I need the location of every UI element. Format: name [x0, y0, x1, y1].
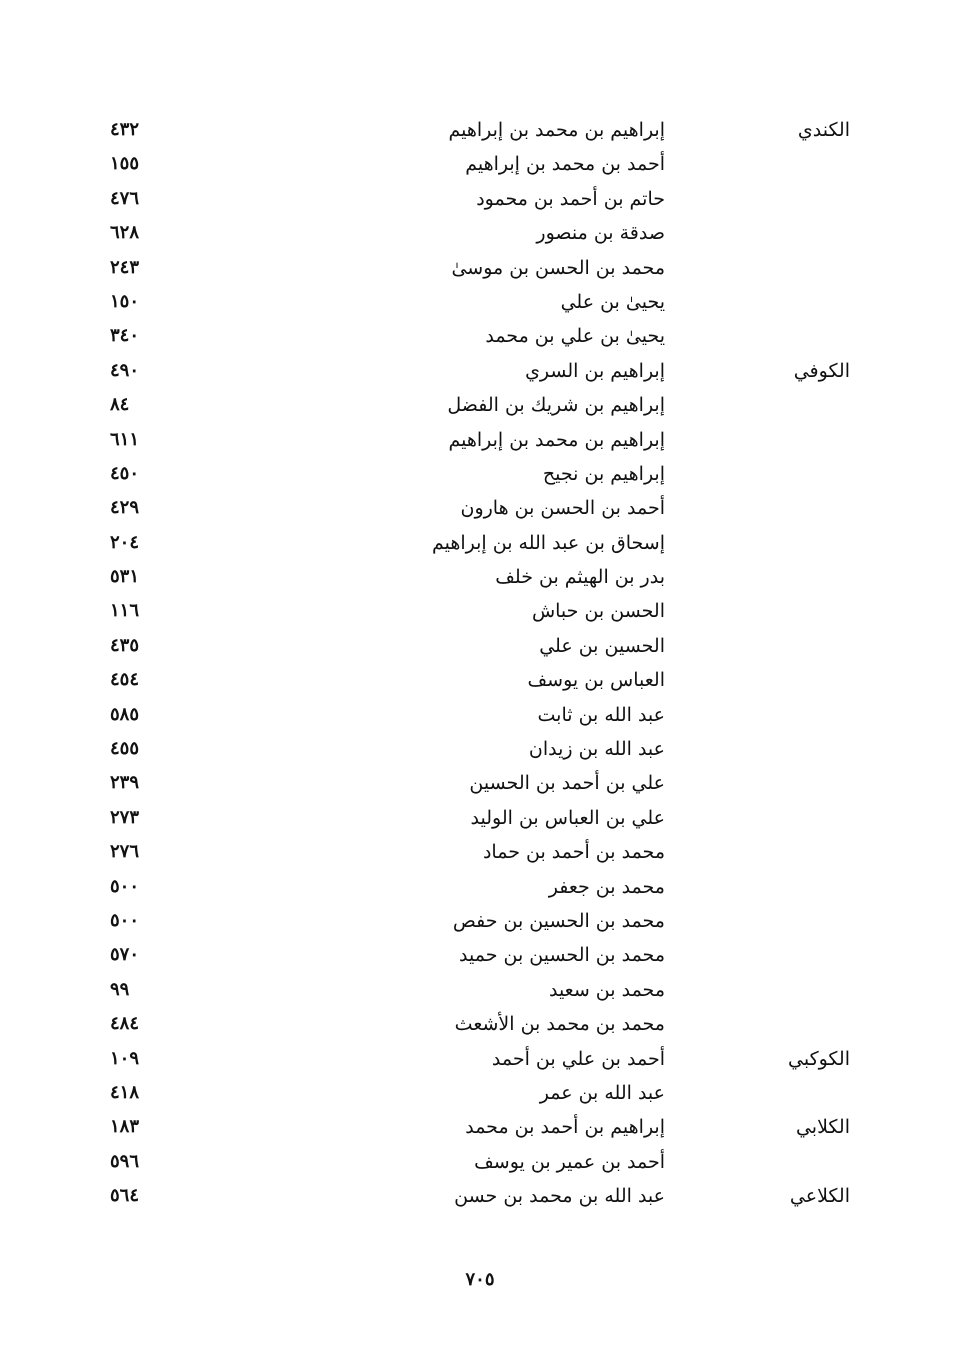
index-row — [100, 1145, 860, 1179]
page-reference: ٤٣٢ — [110, 119, 140, 140]
nisba-heading — [710, 1076, 850, 1110]
page-reference: ٢٠٤ — [110, 531, 140, 553]
page-reference: ٢٧٣ — [110, 806, 140, 828]
nisba-heading — [710, 423, 850, 457]
page-reference: ٤٧٦ — [110, 187, 140, 209]
person-name: محمد بن محمد بن الأشعث — [454, 1013, 665, 1036]
page-reference: ٤٥٥ — [110, 738, 140, 760]
person-name: يحيىٰ بن علي بن محمد — [485, 325, 665, 348]
nisba-heading — [710, 594, 850, 628]
index-row — [100, 147, 860, 181]
nisba-heading — [710, 526, 850, 560]
index-row — [100, 354, 860, 388]
page-reference: ١٠٩ — [110, 1047, 140, 1069]
person-name: إبراهيم بن السري — [525, 359, 665, 382]
index-row — [100, 594, 860, 628]
nisba-heading — [710, 147, 850, 181]
page-reference: ٣٤٠ — [110, 325, 140, 347]
nisba-heading — [710, 1145, 850, 1179]
person-name: بدر بن الهيثم بن خلف — [495, 566, 665, 589]
index-row — [100, 560, 860, 594]
index-row — [100, 663, 860, 697]
page-reference: ٤٢٩ — [110, 497, 140, 519]
index-row — [100, 1110, 860, 1144]
index-row — [100, 1076, 860, 1110]
nisba-heading — [710, 835, 850, 869]
person-name: محمد بن سعيد — [548, 978, 665, 1001]
person-name: أحمد بن علي بن أحمد — [491, 1047, 665, 1070]
index-row — [100, 973, 860, 1007]
person-name: إبراهيم بن محمد بن إبراهيم — [448, 119, 665, 141]
person-name: إبراهيم بن شريك بن الفضل — [447, 394, 665, 417]
page-reference: ٨٤ — [110, 394, 130, 416]
nisba-heading — [710, 560, 850, 594]
person-name: إسحاق بن عبد الله بن إبراهيم — [431, 531, 665, 554]
nisba-heading: الكوفي — [793, 359, 850, 382]
nisba-heading — [710, 732, 850, 766]
person-name: محمد بن الحسين بن حفص — [452, 909, 665, 932]
page-reference: ٥٨٥ — [110, 703, 140, 725]
person-name: عبد الله بن محمد بن حسن — [454, 1185, 665, 1208]
person-name: أحمد بن عمير بن يوسف — [474, 1150, 665, 1173]
index-row — [100, 251, 860, 285]
person-name: أحمد بن الحسن بن هارون — [460, 497, 665, 520]
person-name: أحمد بن محمد بن إبراهيم — [465, 153, 665, 176]
person-name: عبد الله بن ثابت — [537, 703, 665, 726]
nisba-heading — [710, 698, 850, 732]
person-name: محمد بن جعفر — [548, 875, 665, 898]
person-name: الحسن بن حباش — [531, 600, 665, 623]
nisba-heading — [710, 629, 850, 663]
page-reference: ٤٣٥ — [110, 634, 140, 656]
person-name: الحسين بن علي — [539, 634, 665, 657]
nisba-heading — [710, 801, 850, 835]
nisba-heading — [710, 182, 850, 216]
index-row — [100, 423, 860, 457]
index-row — [100, 732, 860, 766]
person-name: محمد بن الحسين بن حميد — [459, 944, 665, 967]
person-name: حاتم بن أحمد بن محمود — [476, 187, 665, 210]
nisba-heading — [710, 663, 850, 697]
person-name: محمد بن أحمد بن حماد — [482, 841, 665, 864]
index-row — [100, 835, 860, 869]
nisba-heading — [710, 388, 850, 422]
person-name: يحيىٰ بن علي — [560, 290, 665, 313]
index-row — [100, 388, 860, 422]
person-name: صدقة بن منصور — [536, 222, 665, 245]
page-reference: ٢٤٣ — [110, 256, 140, 278]
nisba-heading — [710, 1007, 850, 1041]
nisba-heading: الكلاعي — [789, 1185, 850, 1208]
page-reference: ٤٨٤ — [110, 1013, 140, 1035]
person-name: علي بن أحمد بن الحسين — [469, 772, 665, 795]
index-row — [100, 1007, 860, 1041]
nisba-heading — [710, 938, 850, 972]
index-row — [100, 801, 860, 835]
page-reference: ٤٥٠ — [110, 462, 140, 484]
page-reference: ٤٩٠ — [110, 359, 140, 381]
nisba-heading — [710, 904, 850, 938]
page-reference: ٩٩ — [110, 978, 130, 1000]
nisba-heading — [710, 319, 850, 353]
page-reference: ٥٠٠ — [110, 909, 140, 931]
page-reference: ٥٠٠ — [110, 875, 140, 897]
page-reference: ٥٧٠ — [110, 944, 140, 966]
nisba-heading — [710, 491, 850, 525]
person-name: محمد بن الحسن بن موسىٰ — [451, 256, 665, 279]
index-row — [100, 182, 860, 216]
index-row — [100, 1179, 860, 1213]
person-name: إبراهيم بن نجيح — [542, 462, 665, 485]
index-row — [100, 904, 860, 938]
person-name: علي بن العباس بن الوليد — [470, 806, 665, 829]
index-row — [100, 319, 860, 353]
index-row — [100, 938, 860, 972]
nisba-heading — [710, 251, 850, 285]
person-name: عبد الله بن عمر — [539, 1081, 665, 1104]
person-name: إبراهيم بن محمد بن إبراهيم — [448, 428, 665, 451]
index-row — [100, 113, 860, 147]
nisba-heading: الكلابي — [795, 1116, 850, 1139]
page-reference: ٦٢٨ — [110, 222, 140, 244]
nisba-heading — [710, 766, 850, 800]
index-row — [100, 526, 860, 560]
index-row — [100, 216, 860, 250]
page-reference: ١٥٠ — [110, 290, 140, 312]
nisba-heading — [710, 973, 850, 1007]
index-row — [100, 870, 860, 904]
page-reference: ١٨٣ — [110, 1116, 140, 1138]
page-reference: ٦١١ — [110, 428, 140, 450]
page-reference: ٥٣١ — [110, 566, 140, 588]
index-row — [100, 698, 860, 732]
page-reference: ٤١٨ — [110, 1081, 140, 1103]
person-name: عبد الله بن زيدان — [528, 738, 665, 761]
index-row — [100, 1042, 860, 1076]
page-reference: ١١٦ — [110, 600, 140, 622]
page-reference: ٤٥٤ — [110, 669, 140, 691]
person-name: العباس بن يوسف — [527, 669, 665, 692]
page-reference: ٢٣٩ — [110, 772, 140, 794]
nisba-heading — [710, 870, 850, 904]
page-reference: ٥٩٦ — [110, 1150, 140, 1172]
page-reference: ٥٦٤ — [110, 1185, 140, 1207]
person-name: إبراهيم بن أحمد بن محمد — [465, 1116, 665, 1139]
page-number: ٧٠٥ — [465, 1269, 495, 1290]
page-reference: ١٥٥ — [110, 153, 140, 175]
index-row — [100, 629, 860, 663]
nisba-heading — [710, 285, 850, 319]
page-reference: ٢٧٦ — [110, 841, 140, 863]
index-row — [100, 491, 860, 525]
nisba-heading: الكندي — [797, 119, 850, 141]
index-row — [100, 457, 860, 491]
index-row — [100, 285, 860, 319]
nisba-heading — [710, 457, 850, 491]
index-row — [100, 766, 860, 800]
nisba-heading: الكوكبي — [788, 1047, 850, 1070]
nisba-heading — [710, 216, 850, 250]
index-list — [100, 113, 860, 1215]
